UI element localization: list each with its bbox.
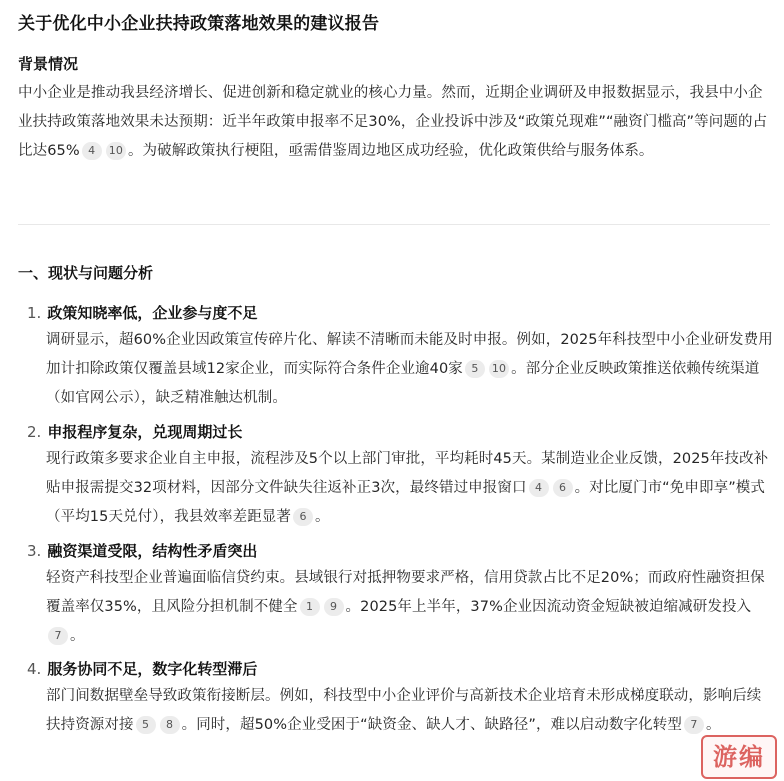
list-item-text: 。2025年上半年，37%企业因流动资金短缺被迫缩减研发投入 bbox=[345, 599, 752, 615]
citation-badge[interactable]: 6 bbox=[553, 479, 573, 497]
citation-badge[interactable]: 8 bbox=[160, 716, 180, 734]
list-item-body bbox=[46, 445, 774, 532]
list-item-title: 服务协同不足，数字化转型滞后 bbox=[47, 660, 258, 678]
list-item-heading bbox=[27, 658, 257, 679]
citation-badge[interactable]: 7 bbox=[48, 627, 68, 645]
list-item-number: 2. bbox=[27, 423, 42, 441]
watermark-stamp: 游编 bbox=[701, 735, 777, 779]
citation-badge[interactable]: 1 bbox=[300, 598, 320, 616]
background-text-1: 中小企业是推动我县经济增长、促进创新和稳定就业的核心力量。然而，近期企业调研及申报数据显示，我县中小企业扶持政策落地效果未达预期：近半年政策申报率不足30%，企业投诉中涉及“政策兑现难”“融资门槛高”等问题的占比达65% bbox=[18, 85, 768, 159]
background-text-2: 。为破解政策执行梗阻，亟需借鉴周边地区成功经验，优化政策供给与服务体系。 bbox=[127, 143, 654, 159]
citation-badge[interactable]: 6 bbox=[293, 508, 313, 526]
citation-badge[interactable]: 9 bbox=[324, 598, 344, 616]
list-item-text: 。同时，超50%企业受困于“缺资金、缺人才、缺路径”，难以启动数字化转型 bbox=[181, 717, 682, 733]
list-item-text: 调研显示，超60%企业因政策宣传碎片化、解读不清晰而未能及时申报。例如，2025年科技型中小企业研发费用加计扣除政策仅覆盖县域12家企业，而实际符合条件企业逾40家 bbox=[46, 332, 773, 377]
citation-badge[interactable]: 5 bbox=[136, 716, 156, 734]
list-item-number: 4. bbox=[27, 660, 42, 678]
citation-badge[interactable]: 7 bbox=[684, 716, 704, 734]
section1-heading: 一、现状与问题分析 bbox=[18, 264, 154, 282]
list-item-text: 。 bbox=[705, 717, 721, 733]
list-item-text: 轻资产科技型企业普遍面临信贷约束。县域银行对抵押物要求严格，信用贷款占比不足20%；而政府性融资担保覆盖率仅35%，且风险分担机制不健全 bbox=[46, 570, 765, 615]
list-item-text: 。对比厦门市“免申即享”模式（平均15天兑付），我县效率差距显著 bbox=[46, 480, 766, 525]
list-item-body bbox=[46, 326, 774, 413]
citation-badge[interactable]: 5 bbox=[465, 360, 485, 378]
list-item-title: 融资渠道受限，结构性矛盾突出 bbox=[47, 542, 258, 560]
list-item-heading bbox=[27, 421, 242, 442]
list-item-number: 3. bbox=[27, 542, 42, 560]
list-item-title: 申报程序复杂，兑现周期过长 bbox=[47, 423, 243, 441]
list-item-text: 。部分企业反映政策推送依赖传统渠道（如官网公示），缺乏精准触达机制。 bbox=[46, 361, 760, 406]
list-item-text: 部门间数据壁垒导致政策衔接断层。例如，科技型中小企业评价与高新技术企业培育未形成梯度联动，影响后续扶持资源对接 bbox=[46, 688, 762, 733]
list-item-body bbox=[46, 682, 774, 740]
list-item-heading bbox=[27, 302, 257, 323]
citation-badge[interactable]: 4 bbox=[82, 142, 102, 160]
report-title: 关于优化中小企业扶持政策落地效果的建议报告 bbox=[18, 14, 380, 34]
list-item-body bbox=[46, 564, 774, 651]
list-item-text: 。 bbox=[70, 628, 85, 644]
citation-badge[interactable]: 10 bbox=[489, 360, 509, 378]
citation-badge[interactable]: 4 bbox=[529, 479, 549, 497]
section-divider bbox=[18, 224, 770, 225]
list-item-heading bbox=[27, 540, 257, 561]
background-paragraph bbox=[18, 79, 774, 166]
list-item-text: 现行政策多要求企业自主申报，流程涉及5个以上部门审批，平均耗时45天。某制造业企业反馈，2025年技改补贴申报需提交32项材料，因部分文件缺失往返补正3次，最终错过申报窗口 bbox=[46, 451, 769, 496]
citation-badge[interactable]: 10 bbox=[106, 142, 126, 160]
list-item-number: 1. bbox=[27, 304, 42, 322]
list-item-title: 政策知晓率低，企业参与度不足 bbox=[47, 304, 258, 322]
background-heading: 背景情况 bbox=[18, 55, 79, 73]
list-item-text: 。 bbox=[315, 509, 330, 525]
